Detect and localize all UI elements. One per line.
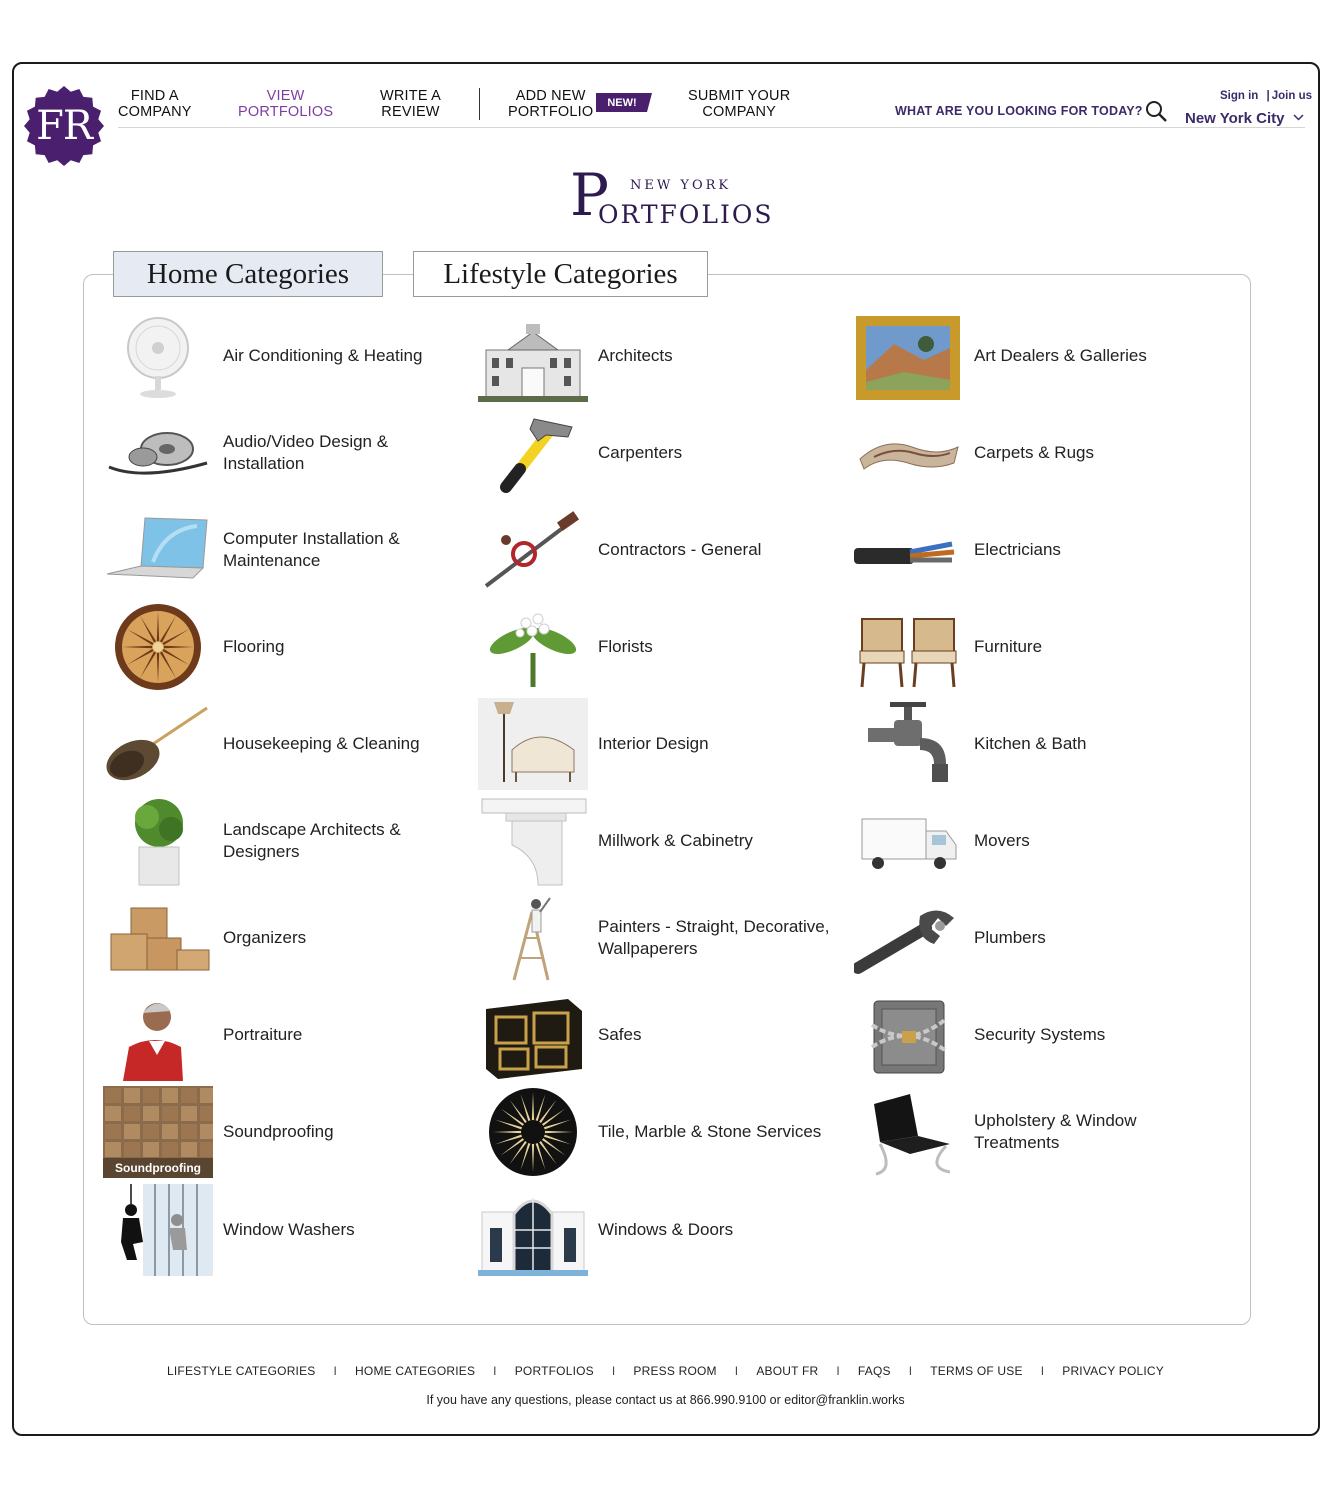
nav-submit-company[interactable]: SUBMIT YOUR COMPANY bbox=[688, 88, 791, 120]
category-safes[interactable] bbox=[478, 989, 828, 1081]
nav-divider bbox=[479, 88, 480, 120]
footer-portfolios[interactable]: PORTFOLIOS bbox=[514, 1364, 594, 1378]
category-furniture[interactable] bbox=[854, 601, 1204, 693]
category-label: Landscape Architects & Designers bbox=[223, 820, 401, 861]
footer-separator: I bbox=[493, 1364, 497, 1378]
floor-medallion-icon bbox=[103, 601, 213, 693]
foam-wedge bbox=[105, 1088, 121, 1103]
category-label: Furniture bbox=[974, 637, 1043, 656]
category-label: Electricians bbox=[974, 540, 1061, 559]
category-air-conditioning[interactable] bbox=[103, 310, 453, 402]
category-label: Tile, Marble & Stone Services bbox=[598, 1122, 822, 1141]
category-organizers[interactable] bbox=[103, 892, 453, 984]
foam-wedge bbox=[143, 1124, 159, 1139]
category-label: Safes bbox=[598, 1025, 642, 1044]
footer-separator: I bbox=[908, 1364, 913, 1378]
foam-wedge bbox=[181, 1142, 197, 1157]
foam-wedge bbox=[105, 1142, 121, 1157]
nav-add-portfolio[interactable]: ADD NEW PORTFOLIO bbox=[508, 88, 594, 120]
category-kitchen-bath[interactable] bbox=[854, 698, 1204, 790]
logo-text[interactable]: FR bbox=[36, 103, 92, 149]
feather-duster-icon bbox=[103, 698, 213, 790]
bouquet-icon bbox=[478, 601, 588, 693]
footer-lifestyle-categories[interactable]: LIFESTYLE CATEGORIES bbox=[167, 1364, 316, 1378]
foam-wedge bbox=[200, 1142, 213, 1157]
fan-icon bbox=[103, 310, 213, 402]
category-label: Plumbers bbox=[974, 928, 1046, 947]
mansion-icon bbox=[478, 310, 588, 402]
foam-wedge bbox=[162, 1088, 178, 1103]
new-badge: NEW! bbox=[607, 96, 637, 109]
foam-wedge bbox=[162, 1106, 178, 1121]
film-reel-icon bbox=[103, 407, 213, 499]
category-interior-design[interactable] bbox=[478, 698, 828, 790]
city-selector[interactable] bbox=[1185, 110, 1304, 127]
category-label: Audio/Video Design & Installation bbox=[223, 432, 389, 473]
nav-rule bbox=[118, 127, 1305, 128]
category-portraiture[interactable] bbox=[103, 989, 453, 1081]
category-label: Contractors - General bbox=[598, 540, 762, 559]
wrench-icon bbox=[854, 892, 964, 984]
footer-privacy[interactable]: PRIVACY POLICY bbox=[1062, 1364, 1164, 1378]
category-label: Architects bbox=[598, 346, 673, 365]
footer-about[interactable]: ABOUT FR bbox=[756, 1364, 819, 1378]
category-label: Portraiture bbox=[223, 1025, 303, 1044]
foam-wedge bbox=[124, 1124, 140, 1139]
footer-terms[interactable]: TERMS OF USE bbox=[930, 1364, 1023, 1378]
category-flooring[interactable] bbox=[103, 601, 453, 693]
search-icon[interactable] bbox=[1145, 100, 1167, 122]
category-label: Painters - Straight, Decorative, Wallpaperers bbox=[598, 917, 830, 958]
hand-drill-icon bbox=[478, 504, 588, 596]
category-florists[interactable] bbox=[478, 601, 828, 693]
category-carpets[interactable] bbox=[854, 407, 1204, 499]
category-architects[interactable] bbox=[478, 310, 828, 402]
tab-lifestyle-categories[interactable]: Lifestyle Categories bbox=[413, 251, 708, 297]
account-divider: | bbox=[1266, 90, 1270, 102]
foam-wedge bbox=[105, 1106, 121, 1121]
foam-wedge bbox=[143, 1142, 159, 1157]
category-millwork[interactable] bbox=[478, 795, 828, 887]
category-landscape-architects[interactable] bbox=[103, 795, 453, 887]
category-movers[interactable] bbox=[854, 795, 1204, 887]
foam-wedge bbox=[200, 1124, 213, 1139]
arched-window-icon bbox=[478, 1184, 588, 1276]
nav-view-portfolios[interactable]: VIEW PORTFOLIOS bbox=[238, 88, 334, 120]
boxes-icon bbox=[103, 892, 213, 984]
category-label: Kitchen & Bath bbox=[974, 734, 1087, 753]
foam-wedge bbox=[162, 1124, 178, 1139]
contact-line: If you have any questions, please contact us at 866.990.9100 or editor@franklin.works bbox=[426, 1393, 905, 1407]
category-label: Movers bbox=[974, 831, 1030, 850]
footer-press-room[interactable]: PRESS ROOM bbox=[633, 1364, 717, 1378]
portrait-icon bbox=[103, 989, 213, 1081]
laptop-icon bbox=[103, 504, 213, 596]
category-label: Windows & Doors bbox=[598, 1220, 734, 1239]
footer-separator: I bbox=[1040, 1364, 1045, 1378]
category-tile-marble[interactable] bbox=[478, 1086, 828, 1178]
chained-safe-icon bbox=[854, 989, 964, 1081]
category-label: Carpenters bbox=[598, 443, 683, 462]
category-windows-doors[interactable] bbox=[478, 1184, 828, 1276]
title-city: NEW YORK bbox=[630, 178, 732, 193]
category-contractors[interactable] bbox=[478, 504, 828, 596]
chevron-down-icon bbox=[1293, 114, 1304, 121]
category-label: Millwork & Cabinetry bbox=[598, 831, 753, 850]
potted-plant-icon bbox=[103, 795, 213, 887]
safe-chest-icon bbox=[478, 989, 588, 1081]
cable-icon bbox=[854, 504, 964, 596]
category-label: Carpets & Rugs bbox=[974, 443, 1094, 462]
category-carpenters[interactable] bbox=[478, 407, 828, 499]
faucet-icon bbox=[854, 698, 964, 790]
foam-wedge bbox=[162, 1142, 178, 1157]
category-label: Window Washers bbox=[223, 1220, 355, 1239]
chairs-icon bbox=[854, 601, 964, 693]
sign-in-link[interactable]: Sign in bbox=[1220, 90, 1259, 102]
category-soundproofing[interactable] bbox=[103, 1086, 453, 1178]
footer-separator: I bbox=[734, 1364, 739, 1378]
category-plumbers[interactable] bbox=[854, 892, 1204, 984]
foam-wedge bbox=[124, 1088, 140, 1103]
foam-wedge bbox=[200, 1088, 213, 1103]
category-label: Soundproofing bbox=[223, 1122, 334, 1141]
footer-separator: I bbox=[836, 1364, 840, 1378]
foam-wedge bbox=[181, 1088, 197, 1103]
title-word: ORTFOLIOS bbox=[598, 200, 774, 229]
soundproofing-caption: Soundproofing bbox=[115, 1161, 201, 1175]
soundproofing-foam-icon bbox=[103, 1086, 213, 1178]
nav-write-review[interactable]: WRITE A REVIEW bbox=[380, 88, 442, 120]
footer-home-categories[interactable]: HOME CATEGORIES bbox=[355, 1364, 476, 1378]
category-label: Interior Design bbox=[598, 734, 709, 753]
footer-separator: I bbox=[333, 1364, 338, 1378]
sofa-lamp-icon bbox=[478, 698, 588, 790]
footer-faqs[interactable]: FAQS bbox=[857, 1364, 891, 1378]
category-label: Air Conditioning & Heating bbox=[223, 346, 423, 365]
category-audio-video[interactable] bbox=[103, 407, 453, 499]
category-label: Flooring bbox=[223, 637, 285, 656]
page-title bbox=[560, 161, 780, 230]
footer-separator: I bbox=[611, 1364, 616, 1378]
category-label: Upholstery & Window Treatments bbox=[974, 1111, 1137, 1152]
moving-truck-icon bbox=[854, 795, 964, 887]
category-security-systems[interactable] bbox=[854, 989, 1204, 1081]
foam-wedge bbox=[124, 1106, 140, 1121]
category-label: Security Systems bbox=[974, 1025, 1106, 1044]
category-window-washers[interactable] bbox=[103, 1184, 453, 1276]
category-computer-installation[interactable] bbox=[103, 504, 453, 596]
nav-find-company[interactable]: FIND A COMPANY bbox=[118, 88, 192, 120]
footer-links bbox=[0, 1364, 1331, 1378]
foam-wedge bbox=[105, 1124, 121, 1139]
foam-wedge bbox=[124, 1142, 140, 1157]
hammer-icon bbox=[478, 407, 588, 499]
lounge-chair-icon bbox=[854, 1086, 964, 1178]
category-painters[interactable] bbox=[478, 892, 828, 984]
city-label: New York City bbox=[1185, 110, 1285, 127]
category-art-dealers[interactable] bbox=[854, 310, 1204, 402]
painter-ladder-icon bbox=[478, 892, 588, 984]
tab-home-categories[interactable]: Home Categories bbox=[113, 251, 383, 297]
corbel-icon bbox=[478, 795, 588, 887]
account-links bbox=[1220, 90, 1312, 102]
window-washer-icon bbox=[103, 1184, 213, 1276]
category-label: Florists bbox=[598, 637, 653, 656]
foam-wedge bbox=[143, 1106, 159, 1121]
search-prompt[interactable]: WHAT ARE YOU LOOKING FOR TODAY? bbox=[895, 104, 1143, 118]
foam-wedge bbox=[181, 1106, 197, 1121]
foam-wedge bbox=[200, 1106, 213, 1121]
category-label: Organizers bbox=[223, 928, 307, 947]
foam-wedge bbox=[143, 1088, 159, 1103]
category-electricians[interactable] bbox=[854, 504, 1204, 596]
category-housekeeping[interactable] bbox=[103, 698, 453, 790]
category-label: Housekeeping & Cleaning bbox=[223, 734, 420, 753]
foam-wedge bbox=[181, 1124, 197, 1139]
title-initial: P bbox=[570, 161, 610, 229]
framed-painting-icon bbox=[854, 310, 964, 402]
rug-icon bbox=[854, 407, 964, 499]
join-link[interactable]: Join us bbox=[1271, 90, 1313, 102]
category-upholstery[interactable] bbox=[854, 1086, 1204, 1178]
category-label: Art Dealers & Galleries bbox=[974, 346, 1147, 365]
category-label: Computer Installation & Maintenance bbox=[223, 529, 400, 570]
marble-medallion-icon bbox=[478, 1086, 588, 1178]
